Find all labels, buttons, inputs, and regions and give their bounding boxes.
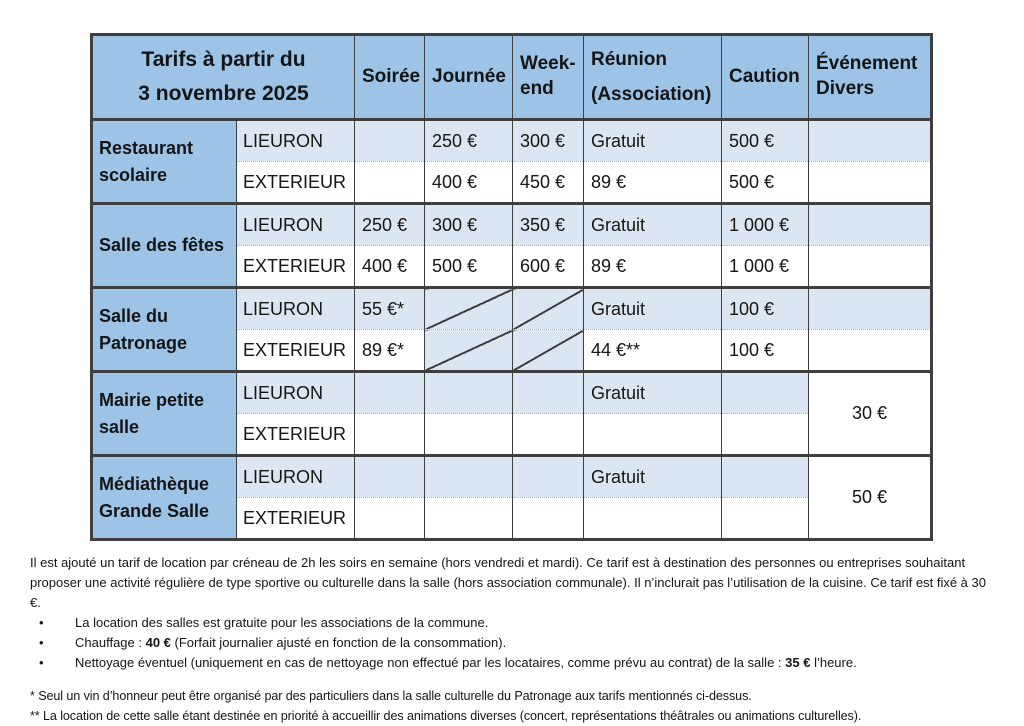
price-cell [355,498,425,540]
price-cell [513,372,584,414]
bullet-glyph: • [39,635,44,650]
bullet-text: La location des salles est gratuite pour les associations de la commune. [75,615,489,630]
price-cell [722,372,809,414]
location-label: EXTERIEUR [237,498,355,540]
price-cell: Gratuit [584,288,722,330]
table-title [92,35,355,120]
bullet-text: Nettoyage éventuel (uniquement en cas de nettoyage non effectué par les locataires, comme prévu au contrat) de la salle : 35 € l’heure. [75,655,857,670]
price-cell [355,414,425,456]
price-cell: 400 € [425,162,513,204]
price-cell: 250 € [425,120,513,162]
price-cell [722,414,809,456]
price-cell [355,120,425,162]
price-cell: 250 € [355,204,425,246]
crossed-out-cell [513,288,584,330]
bullet-item [30,633,996,653]
location-label: LIEURON [237,372,355,414]
price-cell: 500 € [722,162,809,204]
price-cell: 55 €* [355,288,425,330]
price-cell [584,498,722,540]
table-row [92,288,932,330]
column-header-caution: Caution [722,35,809,120]
price-cell: 350 € [513,204,584,246]
location-label: EXTERIEUR [237,330,355,372]
price-cell [584,414,722,456]
price-cell [355,372,425,414]
price-cell: 89 € [584,162,722,204]
price-cell: 44 €** [584,330,722,372]
crossed-out-cell [513,330,584,372]
location-label: EXTERIEUR [237,162,355,204]
table-row [92,456,932,498]
price-cell [809,330,932,372]
column-header-soiree: Soirée [355,35,425,120]
group-name-mairie-petite-salle: Mairie petite salle [92,372,237,456]
header-row [92,35,932,120]
bullet-item [30,653,996,673]
location-label: LIEURON [237,204,355,246]
tarifs-table-container [90,33,933,541]
price-cell: 400 € [355,246,425,288]
group-name-restaurant-scolaire: Restaurant scolaire [92,120,237,204]
price-cell: 600 € [513,246,584,288]
bullet-glyph: • [39,655,44,670]
table-row [92,120,932,162]
price-cell [355,162,425,204]
event-price-cell: 30 € [809,372,932,456]
bullet-item [30,613,996,633]
price-cell [513,414,584,456]
event-price-cell: 50 € [809,456,932,540]
price-cell: 450 € [513,162,584,204]
price-cell: 500 € [425,246,513,288]
price-cell [425,414,513,456]
price-cell [722,498,809,540]
price-cell [425,456,513,498]
table-title-line2: 3 novembre 2025 [138,82,309,105]
column-header-weekend: Week-end [513,35,584,120]
price-cell: 89 € [584,246,722,288]
price-cell [809,120,932,162]
column-header-reunion: Réunion (Association) [584,35,722,120]
location-label: EXTERIEUR [237,246,355,288]
column-header-evenement: Événement Divers [809,35,932,120]
price-cell [809,162,932,204]
location-label: EXTERIEUR [237,414,355,456]
bullet-text: Chauffage : 40 € (Forfait journalier ajusté en fonction de la consommation). [75,635,507,650]
price-cell: Gratuit [584,372,722,414]
price-cell: 100 € [722,330,809,372]
price-cell: 89 €* [355,330,425,372]
crossed-out-cell [425,288,513,330]
price-cell: 300 € [425,204,513,246]
intro-paragraph: Il est ajouté un tarif de location par créneau de 2h les soirs en semaine (hors vendredi et mardi). Ce tarif est à destination des personnes ou entreprises souhaitant proposer une activité régulière de type sportive ou culturelle dans la salle (hors association communale). Il n’inclurait pas l’utilisation de la cuisine. Ce tarif est fixé à 30 €. [30,555,986,610]
table-title-line1: Tarifs à partir du [141,47,306,71]
price-cell: 300 € [513,120,584,162]
price-cell: 100 € [722,288,809,330]
column-header-journee: Journée [425,35,513,120]
price-cell [722,456,809,498]
location-label: LIEURON [237,288,355,330]
price-cell [513,498,584,540]
price-cell: 1 000 € [722,246,809,288]
notes-section [30,553,996,726]
price-cell: 1 000 € [722,204,809,246]
price-cell [355,456,425,498]
footnotes [30,686,996,726]
price-cell [513,456,584,498]
price-cell: 500 € [722,120,809,162]
price-cell [425,498,513,540]
location-label: LIEURON [237,456,355,498]
table-row [92,204,932,246]
price-cell [425,372,513,414]
price-cell: Gratuit [584,456,722,498]
location-label: LIEURON [237,120,355,162]
tarifs-table [90,33,933,541]
table-row [92,372,932,414]
footnote-double-asterisk: ** La location de cette salle étant destinée en priorité à accueillir des animations diverses (concert, représentations théâtrales ou animations culturelles). [30,709,862,723]
footnote-single-asterisk: * Seul un vin d’honneur peut être organisé par des particuliers dans la salle culturelle du Patronage aux tarifs mentionnés ci-dessus. [30,689,752,703]
price-cell [809,204,932,246]
group-name-mediatheque-grande-salle: Médiathèque Grande Salle [92,456,237,540]
group-name-salle-des-fetes: Salle des fêtes [92,204,237,288]
crossed-out-cell [425,330,513,372]
group-name-salle-du-patronage: Salle du Patronage [92,288,237,372]
price-cell [809,288,932,330]
bullet-glyph: • [39,615,44,630]
price-cell [809,246,932,288]
price-cell: Gratuit [584,204,722,246]
price-cell: Gratuit [584,120,722,162]
